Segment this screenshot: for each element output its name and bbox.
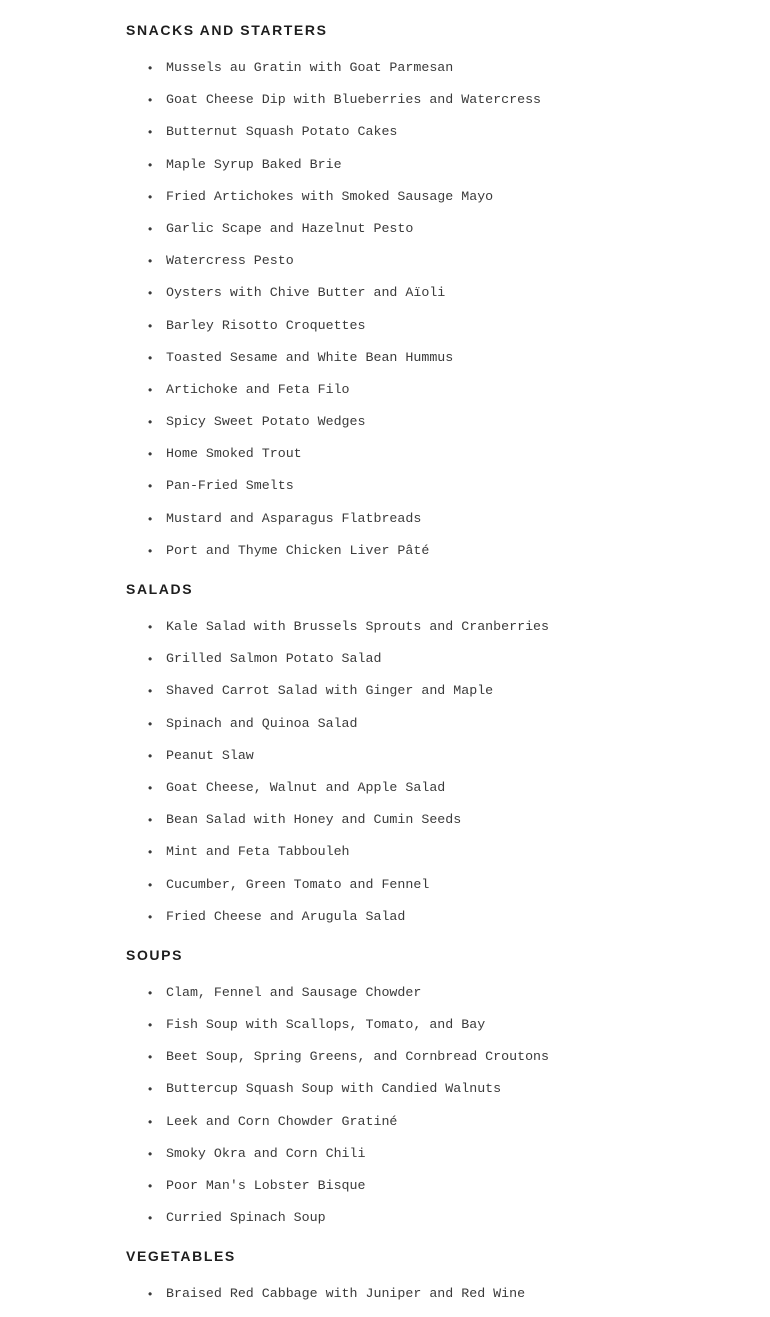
bullet-icon: • — [148, 813, 153, 828]
list-item[interactable] — [126, 1170, 746, 1202]
recipe-title[interactable]: Artichoke and Feta Filo — [166, 381, 350, 397]
bullet-icon: • — [148, 511, 153, 526]
list-item[interactable] — [126, 342, 746, 374]
bullet-icon: • — [148, 684, 153, 699]
bullet-icon: • — [148, 61, 153, 75]
list-item[interactable] — [126, 1106, 746, 1138]
list-item[interactable] — [126, 181, 746, 213]
list-item[interactable] — [126, 1073, 746, 1105]
recipe-title[interactable]: Braised Red Cabbage with Juniper and Red Wine — [166, 1286, 526, 1302]
list-item[interactable] — [126, 675, 746, 707]
list-item[interactable] — [126, 245, 746, 277]
list-item[interactable] — [126, 611, 746, 643]
bullet-icon: • — [148, 652, 153, 667]
bullet-icon: • — [148, 780, 153, 795]
bullet-icon: • — [148, 909, 153, 924]
recipe-title[interactable]: Port and Thyme Chicken Liver Pâté — [166, 542, 430, 558]
recipe-title[interactable]: Home Smoked Trout — [166, 446, 302, 462]
list-item[interactable] — [126, 213, 746, 245]
bullet-icon: • — [148, 877, 153, 892]
recipe-title[interactable]: Curried Spinach Soup — [166, 1210, 326, 1226]
bullet-icon: • — [148, 716, 153, 731]
recipe-title[interactable]: Pan-Fried Smelts — [166, 478, 294, 494]
list-item[interactable] — [126, 503, 746, 535]
recipe-section — [126, 1240, 746, 1310]
recipe-title[interactable]: Kale Salad with Brussels Sprouts and Cranberries — [166, 619, 550, 634]
recipe-title[interactable]: Leek and Corn Chowder Gratiné — [166, 1113, 398, 1129]
recipe-title[interactable]: Mint and Feta Tabbouleh — [166, 844, 350, 860]
recipe-title[interactable]: Toasted Sesame and White Bean Hummus — [166, 349, 454, 365]
list-item[interactable] — [126, 643, 746, 675]
recipe-title[interactable]: Goat Cheese Dip with Blueberries and Watercress — [166, 92, 542, 108]
recipe-title[interactable]: Mustard and Asparagus Flatbreads — [166, 510, 422, 526]
bullet-icon: • — [148, 543, 153, 558]
recipe-title[interactable]: Clam, Fennel and Sausage Chowder — [166, 984, 422, 1000]
list-item[interactable] — [126, 772, 746, 804]
bullet-icon: • — [148, 1179, 153, 1193]
section-heading: VEGETABLES — [126, 1248, 236, 1265]
list-item[interactable] — [126, 1202, 746, 1234]
recipe-title[interactable]: Bean Salad with Honey and Cumin Seeds — [166, 812, 462, 828]
bullet-icon: • — [148, 157, 153, 172]
recipe-title[interactable]: Fish Soup with Scallops, Tomato, and Bay — [166, 1017, 486, 1033]
recipe-title[interactable]: Oysters with Chive Butter and Aïoli — [166, 285, 446, 301]
recipe-list — [126, 52, 746, 567]
bullet-icon: • — [148, 1050, 153, 1065]
list-item[interactable] — [126, 438, 746, 470]
recipe-title[interactable]: Goat Cheese, Walnut and Apple Salad — [166, 779, 446, 795]
bullet-icon: • — [148, 1082, 153, 1097]
list-item[interactable] — [126, 84, 746, 116]
list-item[interactable] — [126, 977, 746, 1009]
recipe-section — [126, 14, 746, 567]
list-item[interactable] — [126, 470, 746, 502]
recipe-list — [126, 977, 746, 1235]
recipe-title[interactable]: Shaved Carrot Salad with Ginger and Maple — [166, 683, 494, 699]
list-item[interactable] — [126, 52, 746, 84]
list-item[interactable] — [126, 116, 746, 148]
bullet-icon: • — [148, 254, 153, 269]
section-heading: SNACKS AND STARTERS — [126, 22, 328, 38]
bullet-icon: • — [148, 350, 153, 365]
bullet-icon: • — [148, 93, 153, 108]
section-heading: SOUPS — [126, 946, 184, 963]
list-item[interactable] — [126, 310, 746, 342]
bullet-icon: • — [148, 382, 153, 397]
list-item[interactable] — [126, 804, 746, 836]
recipe-section — [126, 573, 746, 933]
bullet-icon: • — [148, 1211, 153, 1226]
recipe-section — [126, 939, 746, 1235]
bullet-icon: • — [148, 1146, 153, 1161]
list-item[interactable] — [126, 740, 746, 772]
list-item[interactable] — [126, 535, 746, 567]
recipe-title[interactable]: Garlic Scape and Hazelnut Pesto — [166, 220, 414, 236]
recipe-title[interactable]: Spicy Sweet Potato Wedges — [166, 414, 366, 430]
recipe-title[interactable]: Smoky Okra and Corn Chili — [166, 1145, 366, 1161]
list-item[interactable] — [126, 869, 746, 901]
bullet-icon: • — [148, 620, 153, 634]
list-item[interactable] — [126, 1278, 746, 1310]
recipe-title[interactable]: Beet Soup, Spring Greens, and Cornbread Croutons — [166, 1049, 550, 1065]
recipe-title[interactable]: Poor Man's Lobster Bisque — [166, 1178, 366, 1193]
list-item[interactable] — [126, 406, 746, 438]
recipe-title[interactable]: Peanut Slaw — [166, 747, 254, 763]
bullet-icon: • — [148, 318, 153, 333]
recipe-title[interactable]: Mussels au Gratin with Goat Parmesan — [166, 60, 454, 75]
list-item[interactable] — [126, 708, 746, 740]
bullet-icon: • — [148, 125, 153, 140]
list-item[interactable] — [126, 1009, 746, 1041]
bullet-icon: • — [148, 415, 153, 430]
bullet-icon: • — [148, 845, 153, 860]
recipe-title[interactable]: Cucumber, Green Tomato and Fennel — [166, 876, 430, 892]
bullet-icon: • — [148, 447, 153, 462]
recipe-title[interactable]: Fried Artichokes with Smoked Sausage Mayo — [166, 188, 494, 204]
bullet-icon: • — [148, 748, 153, 763]
bullet-icon: • — [148, 985, 153, 1000]
recipe-title[interactable]: Spinach and Quinoa Salad — [166, 715, 358, 731]
list-item[interactable] — [126, 1041, 746, 1073]
recipe-index — [126, 14, 746, 1317]
recipe-list — [126, 611, 746, 933]
recipe-title[interactable]: Buttercup Squash Soup with Candied Walnuts — [166, 1081, 502, 1097]
bullet-icon: • — [148, 479, 153, 494]
bullet-icon: • — [148, 1114, 153, 1129]
recipe-title[interactable]: Fried Cheese and Arugula Salad — [166, 908, 406, 924]
list-item[interactable] — [126, 277, 746, 309]
list-item[interactable] — [126, 836, 746, 868]
bullet-icon: • — [148, 221, 153, 236]
bullet-icon: • — [148, 1018, 153, 1033]
recipe-title[interactable]: Grilled Salmon Potato Salad — [166, 651, 382, 667]
recipe-title[interactable]: Maple Syrup Baked Brie — [166, 156, 342, 172]
list-item[interactable] — [126, 374, 746, 406]
list-item[interactable] — [126, 149, 746, 181]
bullet-icon: • — [148, 1287, 153, 1302]
bullet-icon: • — [148, 286, 153, 301]
recipe-title[interactable]: Butternut Squash Potato Cakes — [166, 124, 398, 140]
bullet-icon: • — [148, 189, 153, 204]
recipe-title[interactable]: Watercress Pesto — [166, 253, 294, 269]
recipe-list — [126, 1278, 746, 1310]
recipe-title[interactable]: Barley Risotto Croquettes — [166, 317, 366, 333]
list-item[interactable] — [126, 1138, 746, 1170]
section-heading: SALADS — [126, 581, 194, 597]
list-item[interactable] — [126, 901, 746, 933]
